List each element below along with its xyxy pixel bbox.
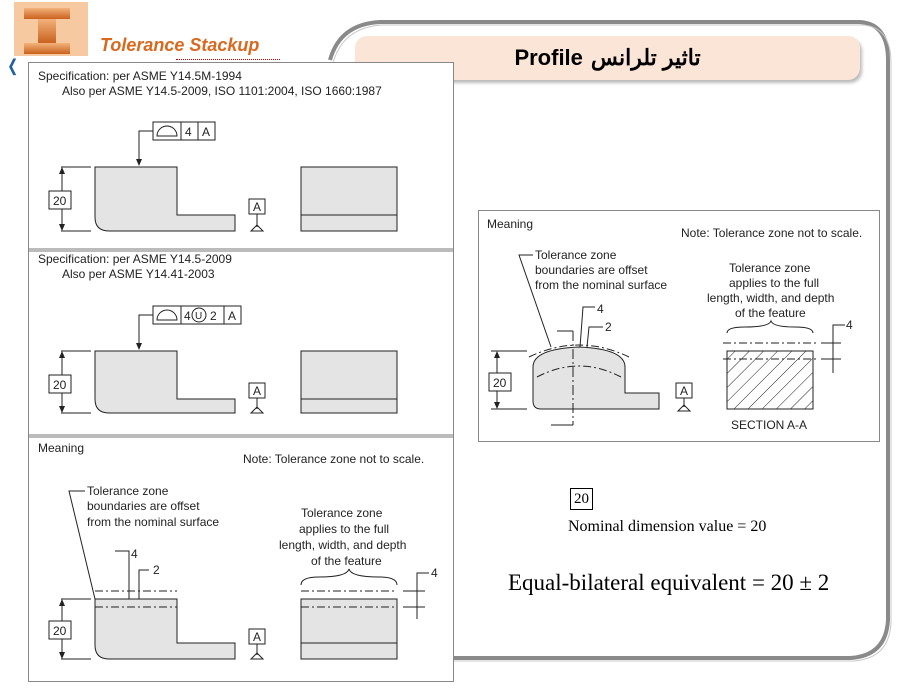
- brand-title-underline: [176, 57, 280, 60]
- p3-callout-line2: boundaries are offset: [87, 499, 200, 513]
- p2-fcf-value: 4: [184, 309, 191, 323]
- p1-feature-control-frame: [136, 122, 215, 166]
- p1-datum-label: A: [253, 200, 262, 214]
- p3-dim-2: 2: [153, 563, 160, 577]
- figure-left: [28, 62, 454, 682]
- p1-fcf-value: 4: [185, 125, 192, 139]
- p4-callout-line3: from the nominal surface: [535, 278, 668, 292]
- link-icon[interactable]: ❬: [6, 58, 20, 75]
- p3-dim-4-right: 4: [431, 566, 438, 580]
- slide-title-prefix: تاثیر تلرانس: [590, 45, 701, 70]
- p2-dim-value: 20: [53, 378, 67, 392]
- figure-right-svg: [479, 211, 879, 441]
- p3-part-shape: [95, 599, 235, 659]
- p3-zone-line2: applies to the full: [299, 522, 390, 536]
- p4-section-view: [727, 351, 813, 409]
- p4-heading: Meaning: [487, 217, 534, 231]
- p2-fcf-datum: A: [228, 309, 237, 323]
- p4-zone-line4: of the feature: [735, 306, 806, 320]
- p3-callout-line1: Tolerance zone: [87, 484, 169, 498]
- equivalent-text: Equal-bilateral equivalent = 20 ± 2: [508, 570, 830, 595]
- p3-datum-label: A: [253, 630, 262, 644]
- p3-zone-line3: length, width, and depth: [279, 538, 407, 552]
- p3-end-view: [301, 599, 397, 659]
- p4-section-label: SECTION A-A: [731, 418, 808, 432]
- p2-spec-line1: Specification: per ASME Y14.5-2009: [38, 252, 232, 266]
- p2-feature-control-frame: [136, 306, 241, 350]
- p1-spec-line1: Specification: per ASME Y14.5M-1994: [38, 69, 242, 83]
- p2-fcf-offset: 2: [210, 309, 217, 323]
- p3-callout-line3: from the nominal surface: [87, 515, 220, 529]
- p1-dim-value: 20: [53, 194, 67, 208]
- p3-note: Note: Tolerance zone not to scale.: [243, 452, 425, 466]
- p4-dim-value: 20: [493, 376, 507, 390]
- p4-zone-line1: Tolerance zone: [729, 261, 811, 275]
- p3-heading: Meaning: [38, 441, 85, 455]
- p4-zone-line3: length, width, and depth: [707, 291, 835, 305]
- p2-end-view: [301, 351, 397, 413]
- nominal-text: Nominal dimension value = 20: [568, 518, 767, 535]
- p1-end-view: [301, 167, 397, 231]
- p4-dim-4: 4: [597, 302, 604, 316]
- slide-title-keyword: Profile: [514, 45, 583, 70]
- nominal-box: 20: [570, 488, 593, 510]
- p1-spec-line2: Also per ASME Y14.5-2009, ISO 1101:2004, ISO 1660:1987: [62, 84, 382, 98]
- p4-callout-line1: Tolerance zone: [535, 248, 617, 262]
- brand-logo: [14, 2, 88, 56]
- p4-part-shape: [533, 347, 659, 409]
- figure-left-svg: [29, 63, 453, 681]
- p4-datum-label: A: [680, 384, 689, 398]
- p2-fcf-modifier: U: [195, 311, 203, 322]
- p4-dim-2: 2: [605, 320, 612, 334]
- p3-dim-value: 20: [53, 624, 67, 638]
- p1-fcf-datum: A: [202, 125, 211, 139]
- p3-zone-line1: Tolerance zone: [301, 506, 383, 520]
- p4-zone-line2: applies to the full: [729, 276, 820, 290]
- p4-callout-line2: boundaries are offset: [535, 263, 648, 277]
- p4-note: Note: Tolerance zone not to scale.: [681, 226, 863, 240]
- brand-title: Tolerance Stackup: [100, 35, 260, 55]
- figure-right: [478, 210, 880, 442]
- p2-datum-label: A: [253, 384, 262, 398]
- p2-spec-line2: Also per ASME Y14.41-2003: [62, 267, 215, 281]
- p4-dim-4-right: 4: [846, 318, 853, 332]
- p3-dim-4: 4: [131, 547, 138, 561]
- p3-zone-line4: of the feature: [311, 554, 382, 568]
- p1-part-shape: [95, 167, 235, 231]
- p2-part-shape: [95, 351, 235, 413]
